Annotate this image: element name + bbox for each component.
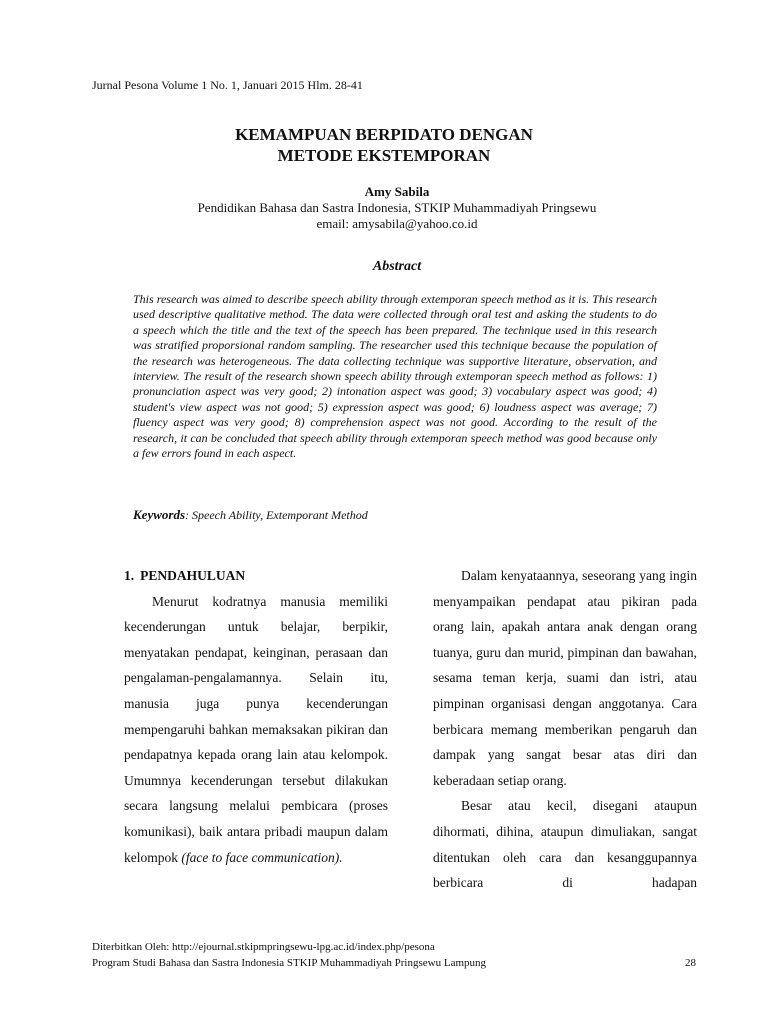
left-paragraph-text: Menurut kodratnya manusia memiliki kecenderungan untuk belajar, berpikir, menyatakan pendapat, keinginan, perasaan dan pengalaman-pengalamannya. Selain itu, manusia juga punya kecenderungan mempengaruhi bahkan memaksakan pikiran dan pendapatnya kepada orang lain atau kelompok. Umumnya kecenderungan tersebut dilakukan secara langsung melalui pembicara (proses komunikasi), baik antara pribadi maupun dalam kelompok	[124, 593, 388, 865]
keywords	[133, 507, 657, 523]
section-heading	[124, 563, 388, 589]
author-block	[0, 184, 768, 232]
author-affiliation: Pendidikan Bahasa dan Sastra Indonesia, STKIP Muhammadiyah Pringsewu	[197, 200, 597, 215]
footer-publisher: Diterbitkan Oleh: http://ejournal.stkipmpringsewu-lpg.ac.id/index.php/pesona	[92, 941, 435, 953]
abstract-text: This research was aimed to describe speech ability through extemporan speech method as it is. This research used descriptive qualitative method. The data were collected through oral test and asking the students to do a speech which the title and the text of the speech has been prepared. The technique used in this research was stratified proporsional random sampling. The researcher used this technique because the population of the research was heterogeneous. The data collecting technique was supportive literature, observation, and interview. The result of the research shown speech ability through extemporan speech method as follows: 1) pronunciation aspect was very good; 2) intonation aspect was good; 3) vocabulary aspect was good; 4) student's view aspect was not good; 5) expression aspect was good; 6) loudness aspect was average; 7) fluency aspect was very good; 8) comprehension aspect was not good. According to the result of the research, it can be concluded that speech ability through extemporan speech method was good because only a few errors found in each aspect.	[133, 292, 657, 461]
page-number: 28	[685, 957, 696, 969]
paper-title-line-2: METODE EKSTEMPORAN	[277, 146, 491, 165]
paper-title	[0, 124, 768, 166]
page-footer	[92, 939, 696, 971]
abstract-heading: Abstract	[372, 259, 422, 274]
keywords-text: : Speech Ability, Extemporant Method	[185, 508, 368, 522]
section-number: 1.	[124, 568, 135, 583]
paper-title-line-1: KEMAMPUAN BERPIDATO DENGAN	[235, 125, 533, 144]
right-column	[433, 563, 697, 896]
author-email: email: amysabila@yahoo.co.id	[316, 216, 478, 231]
keywords-label: Keywords	[133, 507, 185, 522]
footer-program: Program Studi Bahasa dan Sastra Indonesia STKIP Muhammadiyah Pringsewu Lampung	[92, 957, 487, 969]
author-name: Amy Sabila	[364, 184, 430, 199]
right-paragraph-2: Besar atau kecil, disegani ataupun dihormati, dihina, ataupun dimuliakan, sangat ditentukan oleh cara dan kesanggupannya berbicara di hadapan	[433, 798, 697, 891]
right-paragraph-1: Dalam kenyataannya, seseorang yang ingin menyampaikan pendapat atau pikiran pada orang lain, apakah antara anak dengan orang tuanya, guru dan murid, pimpinan dan bawahan, sesama teman kerja, suami dan istri, atau pimpinan organisasi dengan anggotanya. Cara berbicara memang memberikan pengaruh dan dampak yang sangat besar atas diri dan keberadaan setiap orang.	[433, 568, 697, 788]
left-paragraph-italic: (face to face communication).	[181, 849, 343, 865]
journal-header: Jurnal Pesona Volume 1 No. 1, Januari 2015 Hlm. 28-41	[92, 78, 363, 92]
left-column	[124, 563, 388, 870]
section-title: PENDAHULUAN	[140, 568, 246, 583]
left-paragraph	[124, 589, 388, 871]
